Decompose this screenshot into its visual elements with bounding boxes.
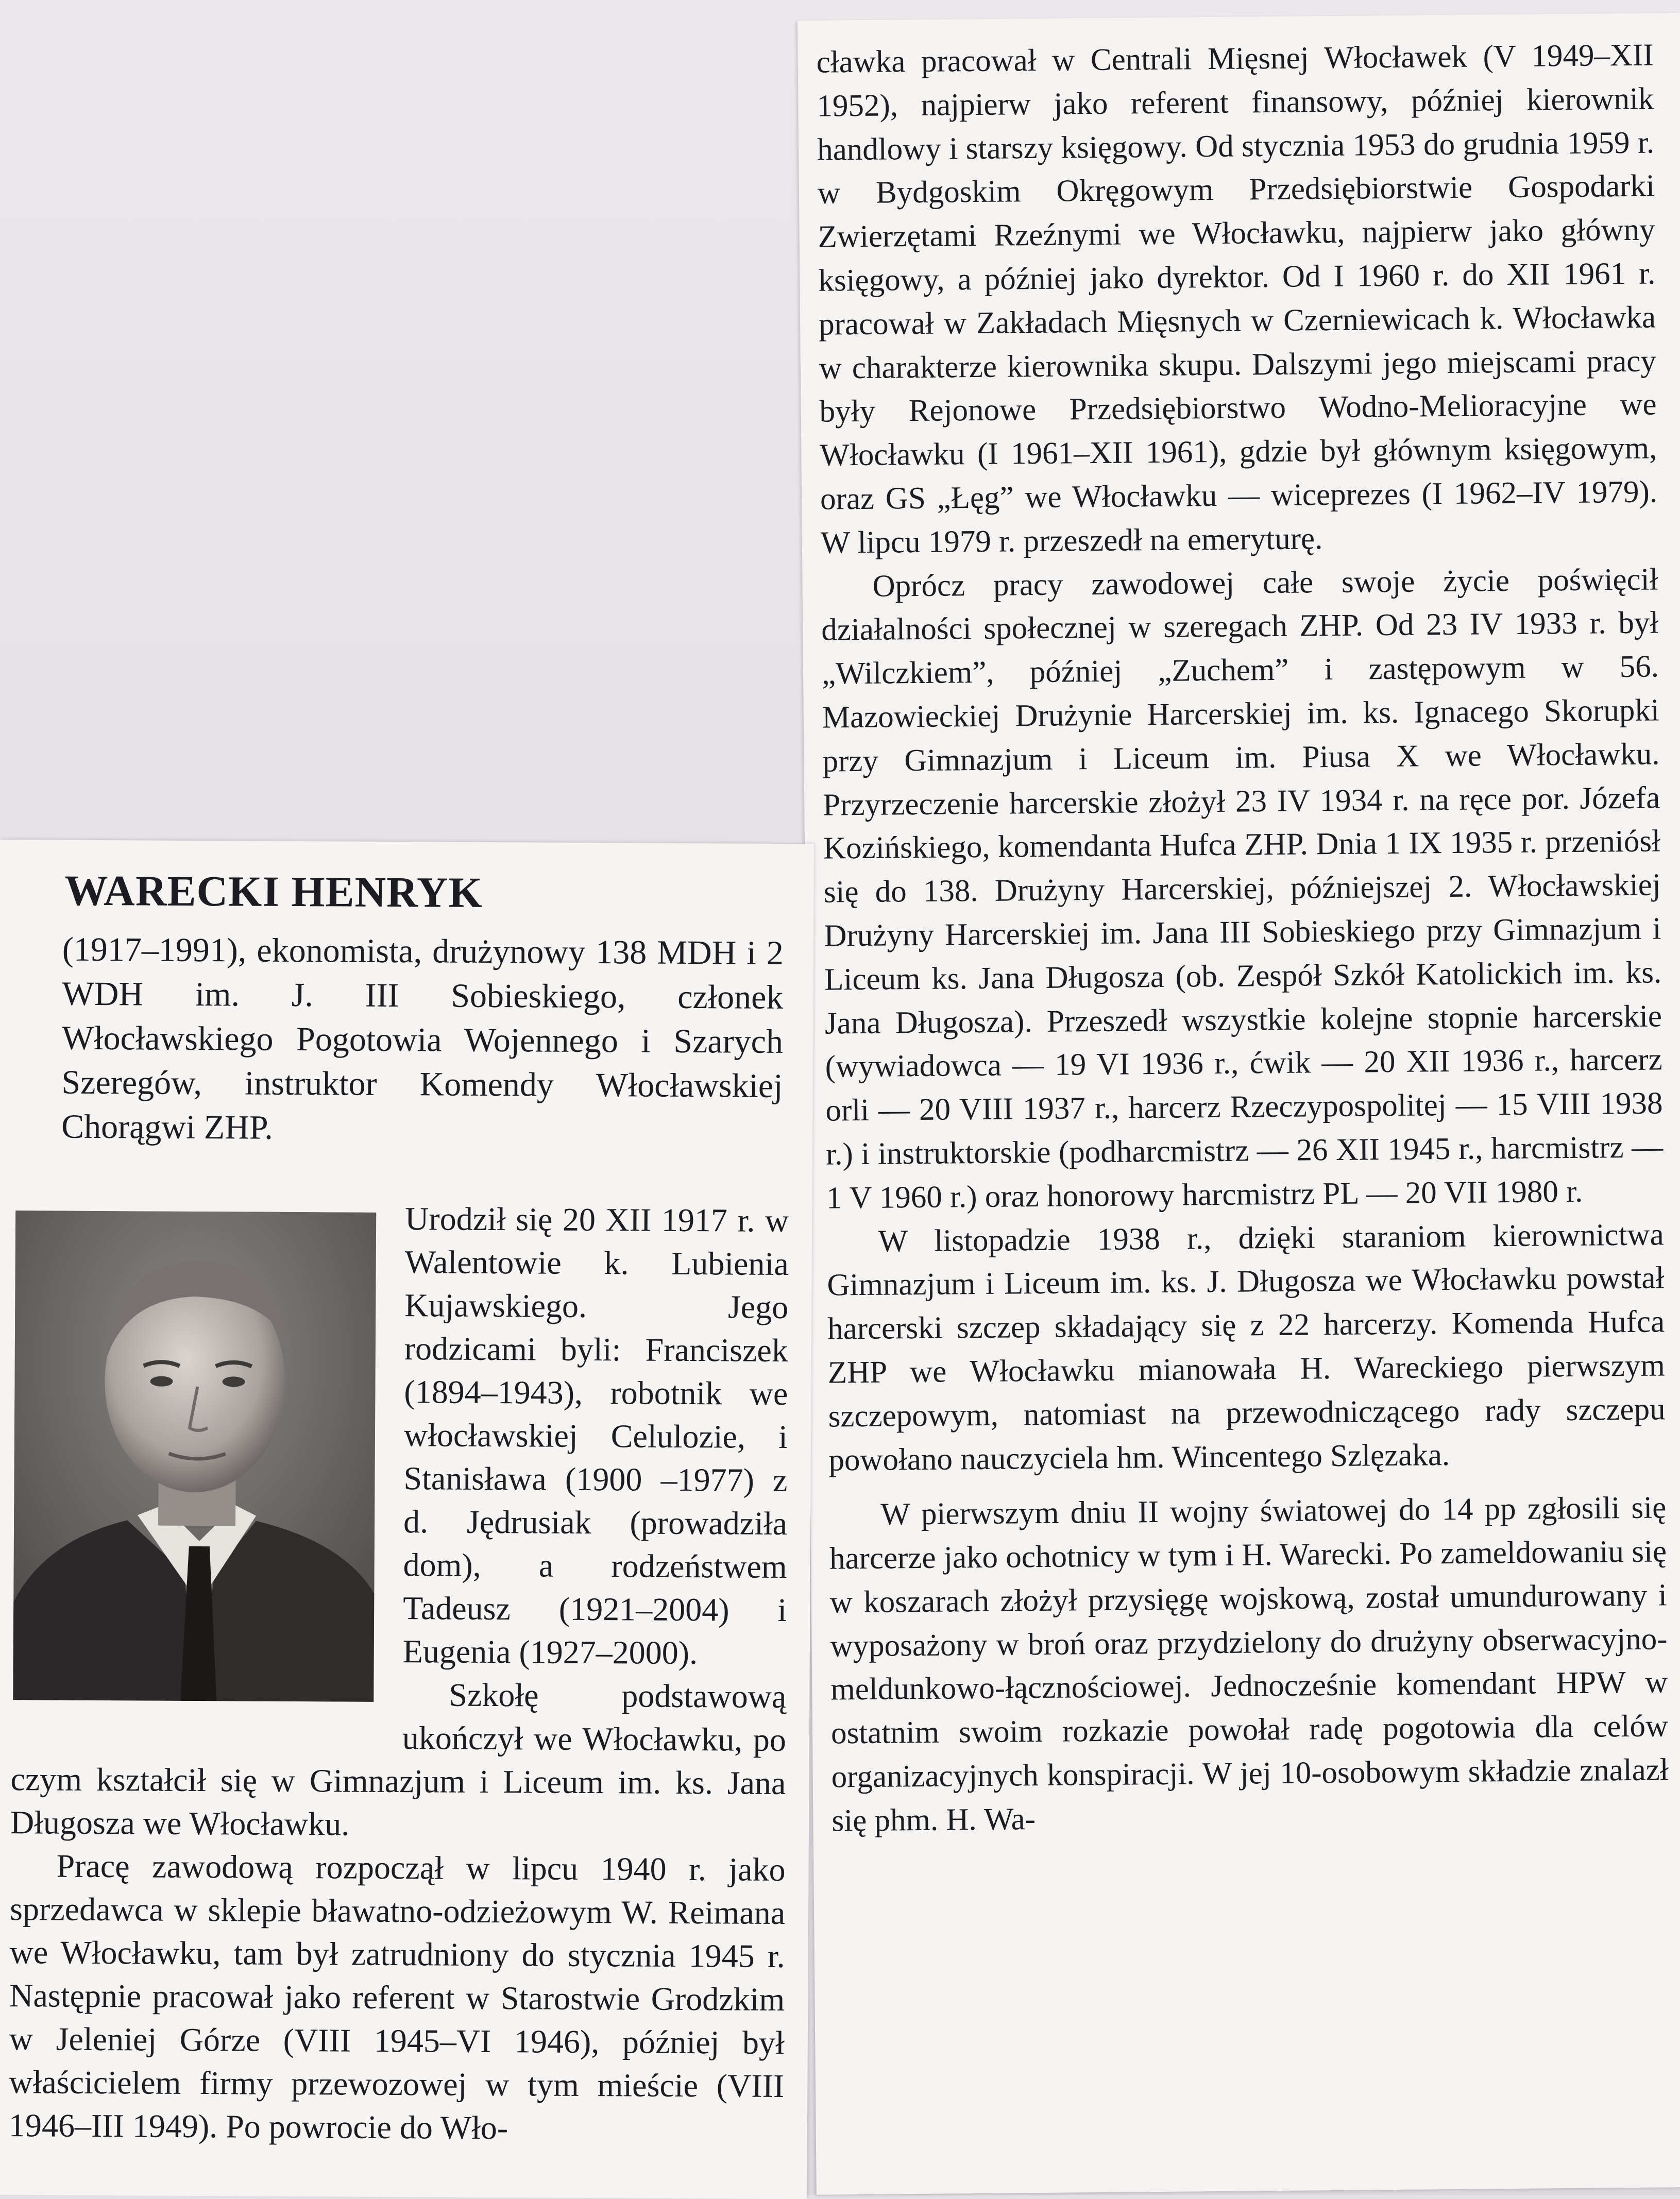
left-body-text bbox=[9, 1195, 789, 2151]
paragraph: Pracę zawodową rozpoczął w lipcu 1940 r. jako sprzedawca w sklepie bławatno-odzieżowym W. Reimana we Włocławku, tam był zatrudniony do stycznia 1945 r. Następnie pracował jako referent w Starostwie Grodzkim w Jeleniej Górze (VIII 1945–VI 1946), później był właścicielem firmy przewozowej w tym mieście (VIII 1946–III 1949). Po powrocie do Wło- bbox=[8, 1847, 786, 2146]
right-clipping bbox=[797, 13, 1680, 2195]
left-clipping bbox=[0, 840, 814, 2199]
photo-spacer bbox=[11, 1195, 405, 1720]
paragraph: Szkołę podstawową ukończył we Włocławku, po czym kształcił się w Gimnazjum i Liceum im. ks. Jana Długosza we Włocławku. bbox=[10, 1676, 787, 1843]
paragraph: W listopadzie 1938 r., dzięki staraniom kierownictwa Gimnazjum i Liceum im. ks. J. Długosza we Włocławku powstał harcerski szczep składający się z 22 harcerzy. Komenda Hufca ZHP we Włocławku mianowała H. Wareckiego pierwszym szczepowym, natomiast na przewodniczącego rady szczepu powołano nauczyciela hm. Wincentego Szlęzaka. bbox=[827, 1217, 1666, 1478]
paragraph: Urodził się 20 XII 1917 r. w Walentowie k. Lubienia Kujawskiego. Jego rodzicami byli: Franciszek (1894–1943), robotnik we włocławskiej Celulozie, i Stanisława (1900 –1977) z d. Jędrusiak (prowadziła dom), a rodzeństwem Tadeusz (1921–2004) i Eugenia (1927–2000). bbox=[402, 1200, 789, 1672]
paragraph: Oprócz pracy zawodowej całe swoje życie poświęcił działalności społecznej w szeregach ZHP. Od 23 IV 1933 r. był „Wilczkiem”, później „Zuchem” i zastępowym w 56. Mazowieckiej Drużynie Harcerskiej im. ks. Ignacego Skorupki przy Gimnazjum i Liceum im. Piusa X we Włocławku. Przyrzeczenie harcerskie złożył 23 IV 1934 r. na ręce por. Józefa Kozińskiego, komendanta Hufca ZHP. Dnia 1 IX 1935 r. przeniósł się do 138. Drużyny Harcerskiej, późniejszej 2. Włocławskiej Drużyny Harcerskiej im. Jana III Sobieskiego przy Gimnazjum i Liceum ks. Jana Długosza (ob. Zespół Szkół Katolickich im. ks. Jana Długosza). Przeszedł wszystkie kolejne stopnie harcerskie (wywiadowca — 19 VI 1936 r., ćwik — 20 XII 1936 r., harcerz orli — 20 VIII 1937 r., harcerz Rzeczypospolitej — 15 VIII 1938 r.) i instruktorskie (podharcmistrz — 26 XII 1945 r., harcmistrz — 1 V 1960 r.) oraz honorowy harcmistrz PL — 20 VII 1980 r. bbox=[821, 562, 1664, 1216]
paragraph: W pierwszym dniu II wojny światowej do 14 pp zgłosili się harcerze jako ochotnicy w tym i H. Warecki. Po zameldowaniu się w koszarach złożył przysięgę wojskową, został umundurowany i wyposażony w broń oraz przydzielony do drużyny obserwacyjno-meldunkowo-łącznościowej. Jednocześnie komendant HPW w ostatnim swoim rozkazie powołał radę pogotowia dla celów organizacyjnych konspiracji. W jej 10-osobowym składzie znalazł się phm. H. Wa- bbox=[829, 1490, 1669, 1838]
entry-intro: (1917–1991), ekonomista, drużynowy 138 MDH i 2 WDH im. J. III Sobieskiego, członek Włocławskiego Pogotowia Wojennego i Szarych Szeregów, instruktor Komendy Włocławskiej Chorągwi ZHP. bbox=[61, 930, 784, 1147]
paragraph: cławka pracował w Centrali Mięsnej Włocławek (V 1949–XII 1952), najpierw jako referent finansowy, później kierownik handlowy i starszy księgowy. Od stycznia 1953 do grudnia 1959 r. w Bydgoskim Okręgowym Przedsiębiorstwie Gospodarki Zwierzętami Rzeźnymi we Włocławku, najpierw jako główny księgowy, a później jako dyrektor. Od I 1960 r. do XII 1961 r. pracował w Zakładach Mięsnych w Czerniewicach k. Włocławka w charakterze kierownika skupu. Dalszymi jego miejscami pracy były Rejonowe Przedsiębiorstwo Wodno-Melioracyjne we Włocławku (I 1961–XII 1961), gdzie był głównym księgowym, oraz GS „Łęg” we Włocławku — wiceprezes (I 1962–IV 1979). W lipcu 1979 r. przeszedł na emeryturę. bbox=[816, 38, 1658, 560]
right-column-text bbox=[816, 34, 1669, 1844]
entry-heading: WARECKI HENRYK bbox=[64, 866, 483, 917]
